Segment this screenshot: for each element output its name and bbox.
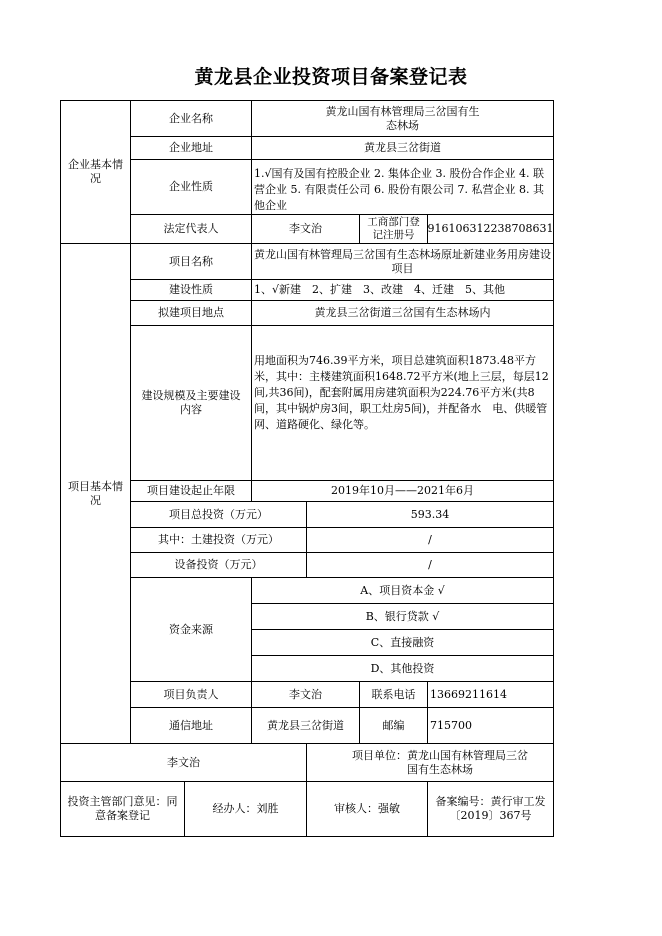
equip-invest-value: / — [306, 552, 554, 578]
project-name-label: 项目名称 — [130, 243, 252, 280]
legal-rep-label: 法定代表人 — [130, 214, 252, 244]
funding-option: D、其他投资 — [251, 655, 554, 682]
project-unit: 项目单位：黄龙山国有林管理局三岔国有生态林场 — [306, 743, 554, 782]
civil-invest-label: 其中：土建投资（万元） — [130, 527, 307, 553]
mail-addr-value: 黄龙县三岔街道 — [251, 707, 360, 744]
legal-rep-value: 李文治 — [251, 214, 360, 244]
mail-addr-label: 通信地址 — [130, 707, 252, 744]
funding-label: 资金来源 — [130, 577, 252, 682]
phone-value: 13669211614 — [427, 681, 554, 708]
total-invest-label: 项目总投资（万元） — [130, 501, 307, 528]
project-section-text: 项目基本情况 — [68, 479, 123, 507]
scale-value: 用地面积为746.39平方米，项目总建筑面积1873.48平方米，其中：主楼建筑面积1648.72平方米(地上三层，每层12间,共36间)，配套附属用房建筑面积为224.76平方米(共8间，其中锅炉房3间，职工灶房5间)，并配备水 电、供暖管网、道路硬化、绿化等。 — [251, 325, 554, 481]
project-name-value: 黄龙山国有林管理局三岔国有生态林场原址新建业务用房建设项目 — [251, 243, 554, 280]
enterprise-nature-label: 企业性质 — [130, 159, 252, 215]
leader-label: 项目负责人 — [130, 681, 252, 708]
funding-option: B、银行贷款 √ — [251, 603, 554, 630]
scale-label: 建设规模及主要建设内容 — [130, 325, 252, 481]
reviewer: 审核人：强敏 — [306, 781, 428, 837]
postcode-label: 邮编 — [359, 707, 428, 744]
signer: 李文治 — [60, 743, 307, 782]
funding-option: C、直接融资 — [251, 629, 554, 656]
reg-no-value: 916106312238708631 — [427, 214, 554, 244]
enterprise-name-label: 企业名称 — [130, 100, 252, 137]
funding-option: A、项目资本金 √ — [251, 577, 554, 604]
dept-opinion: 投资主管部门意见：同意备案登记 — [60, 781, 185, 837]
project-section-label — [60, 243, 131, 744]
build-nature-value: 1、√新建 2、扩建 3、改建 4、迁建 5、其他 — [251, 279, 554, 301]
enterprise-address-value: 黄龙县三岔街道 — [251, 136, 554, 160]
equip-invest-label: 设备投资（万元） — [130, 552, 307, 578]
phone-label: 联系电话 — [359, 681, 428, 708]
period-label: 项目建设起止年限 — [130, 480, 252, 502]
reg-no-label: 工商部门登记注册号 — [359, 214, 428, 244]
location-label: 拟建项目地点 — [130, 300, 252, 326]
record-number: 备案编号：黄行审工发〔2019〕367号 — [427, 781, 554, 837]
build-nature-label: 建设性质 — [130, 279, 252, 301]
enterprise-nature-value: 1.√国有及国有控股企业 2. 集体企业 3. 股份合作企业 4. 联营企业 5. 有限责任公司 6. 股份有限公司 7. 私营企业 8. 其他企业 — [251, 159, 554, 215]
period-value: 2019年10月——2021年6月 — [251, 480, 554, 502]
page-title: 黄龙县企业投资项目备案登记表 — [194, 66, 468, 88]
enterprise-section-label — [60, 100, 131, 244]
handler: 经办人：刘胜 — [184, 781, 307, 837]
postcode-value: 715700 — [427, 707, 554, 744]
enterprise-name-value: 黄龙山国有林管理局三岔国有生态林场 — [251, 100, 554, 137]
enterprise-section-text: 企业基本情况 — [68, 158, 123, 185]
leader-value: 李文治 — [251, 681, 360, 708]
enterprise-address-label: 企业地址 — [130, 136, 252, 160]
civil-invest-value: / — [306, 527, 554, 553]
total-invest-value: 593.34 — [306, 501, 554, 528]
location-value: 黄龙县三岔街道三岔国有生态林场内 — [251, 300, 554, 326]
